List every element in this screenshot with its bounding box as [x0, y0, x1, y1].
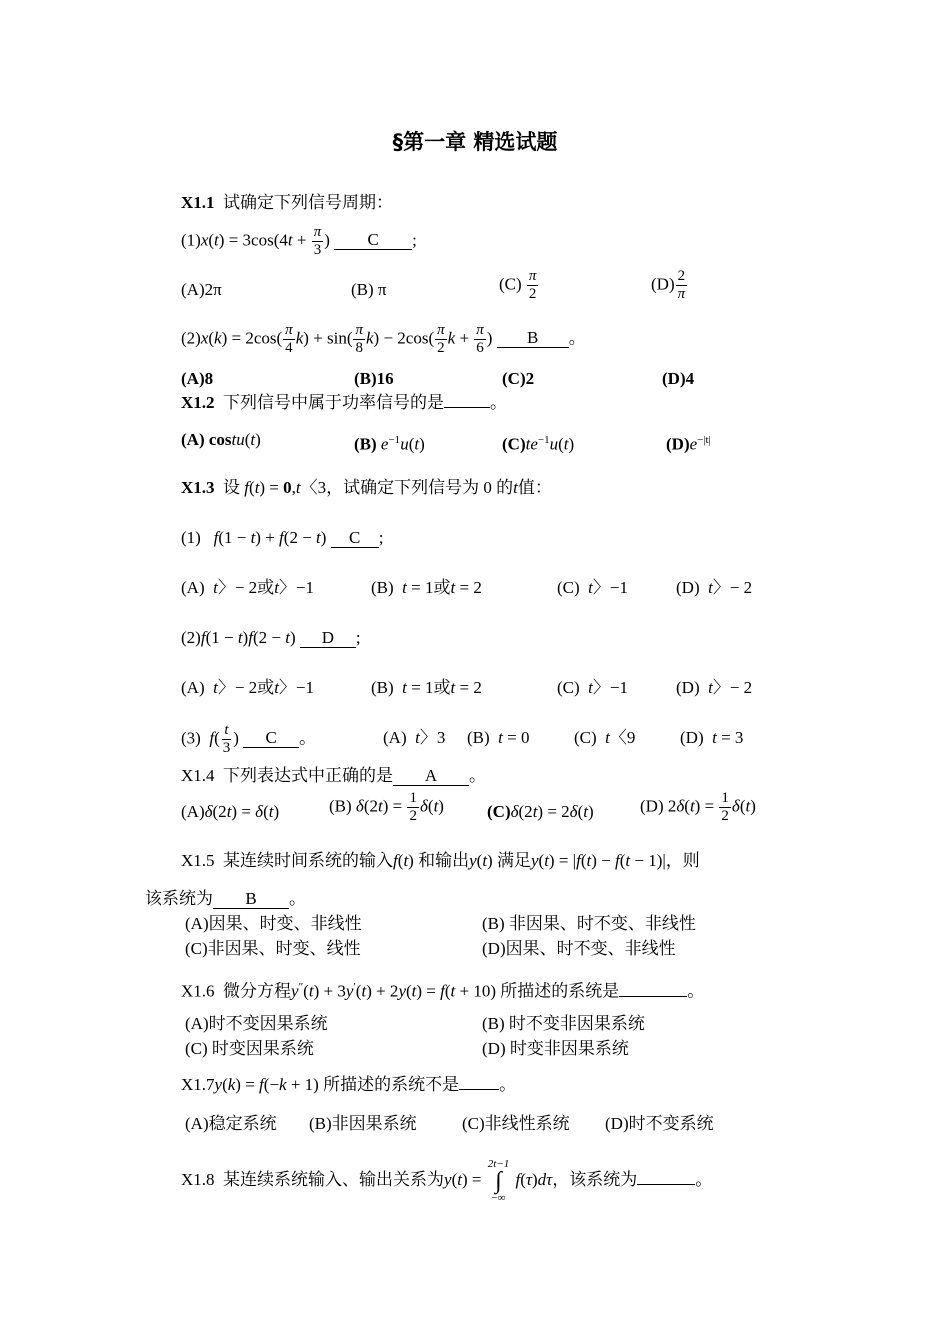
x1-3-2-option-b[interactable]: (B) t = 1或t = 2: [371, 678, 482, 697]
x1-2-option-a[interactable]: (A) costu(t): [181, 430, 261, 449]
integral-sign: 2t−1 ∫ −∞: [487, 1158, 510, 1204]
x1-2-option-c[interactable]: $(C)te^{-1}u(t)$: [502, 434, 575, 454]
x1-1-part-1: (1)x(t) = 3cos(4t + $\frac{\pi}{3}$ ) C ;: [181, 224, 417, 258]
x1-3-3-option-d[interactable]: (D) t = 3: [680, 728, 744, 747]
x1-1-2-option-d[interactable]: (D)4: [662, 369, 695, 388]
answer-blank[interactable]: C: [334, 231, 412, 250]
x1-3-part-1: (1) f(1 − t) + f(2 − t) C ;: [181, 528, 384, 547]
x1-3-1-option-b[interactable]: (B) t = 1或t = 2: [371, 578, 482, 597]
x1-3-1-option-c[interactable]: (C) t〉−1: [557, 578, 628, 597]
x1-6-option-d[interactable]: (D) 时变非因果系统: [482, 1039, 629, 1058]
x1-5-option-c[interactable]: (C)非因果、时变、线性: [185, 939, 361, 958]
x1-6-option-a[interactable]: (A)时不变因果系统: [185, 1014, 328, 1033]
answer-blank[interactable]: [619, 996, 687, 997]
question-x1-6: X1.6 微分方程y″(t) + 3y′(t) + 2y(t) = f(t + 10) 所描述的系统是 。: [181, 981, 705, 1001]
x1-3-3-option-c[interactable]: (C) t〈9: [574, 728, 636, 747]
question-x1-2: X1.2 下列信号中属于功率信号的是 。: [181, 393, 508, 412]
question-x1-1: X1.1 试确定下列信号周期：: [181, 193, 394, 212]
x1-3-2-option-a[interactable]: (A) t〉− 2或t〉−1: [181, 678, 315, 697]
x1-1-1-option-c[interactable]: (C) $\frac{\pi}{2}$: [499, 268, 537, 302]
x1-1-part-2: (2)x(k) = 2cos( $\frac{\pi}{4}$ k) + sin( $\frac{\pi}{8}$ k) − 2cos( $\frac{\pi}{2}$ k + $\frac{\pi}{6}$ ) B 。: [181, 322, 586, 356]
question-x1-5: X1.5 某连续时间系统的输入f(t) 和输出y(t) 满足y(t) = |f(t) − f(t − 1)|，则: [181, 851, 700, 870]
x1-7-option-a[interactable]: (A)稳定系统: [185, 1114, 277, 1133]
answer-blank[interactable]: [637, 1184, 695, 1185]
answer-blank[interactable]: B: [497, 329, 569, 348]
x1-5-option-b[interactable]: (B) 非因果、时不变、非线性: [482, 914, 696, 933]
x1-1-1-option-a[interactable]: (A)2π: [181, 280, 222, 299]
x1-7-option-d[interactable]: (D)时不变系统: [605, 1114, 714, 1133]
x1-5-option-a[interactable]: (A)因果、时变、非线性: [185, 914, 362, 933]
x1-4-option-b[interactable]: (B) δ(2t) = $\frac{1}{2}$ δ(t): [329, 790, 444, 824]
x1-4-option-a[interactable]: (A)δ(2t) = δ(t): [181, 802, 280, 821]
answer-blank[interactable]: [444, 407, 490, 408]
x1-1-2-option-b[interactable]: (B)16: [354, 369, 394, 388]
answer-blank[interactable]: A: [393, 767, 469, 786]
x1-6-option-b[interactable]: (B) 时不变非因果系统: [482, 1014, 645, 1033]
x1-1-2-option-a[interactable]: (A)8: [181, 369, 214, 388]
x1-6-option-c[interactable]: (C) 时变因果系统: [185, 1039, 314, 1058]
x1-3-3-option-a[interactable]: (A) t〉3: [383, 728, 446, 747]
x1-3-3-option-b[interactable]: (B) t = 0: [467, 728, 530, 747]
x1-5-option-d[interactable]: (D)因果、时不变、非线性: [482, 939, 676, 958]
question-x1-4: X1.4 下列表达式中正确的是 A 。: [181, 766, 487, 785]
x1-3-2-option-c[interactable]: (C) t〉−1: [557, 678, 628, 697]
x1-7-option-c[interactable]: (C)非线性系统: [462, 1114, 570, 1133]
x1-1-2-option-c[interactable]: (C)2: [502, 369, 535, 388]
x1-4-option-c[interactable]: (C)δ(2t) = 2δ(t): [487, 802, 594, 821]
x1-3-part-2: (2)f(1 − t)f(2 − t) D ;: [181, 628, 361, 647]
x1-3-part-3: (3) f( $\frac{t}{3}$ ) C 。: [181, 722, 317, 756]
x1-2-option-b[interactable]: (B) $e^{-1}u(t)$: [354, 434, 425, 454]
chapter-title: §第一章 精选试题: [392, 130, 558, 154]
x1-7-option-b[interactable]: (B)非因果系统: [309, 1114, 417, 1133]
answer-blank[interactable]: C: [243, 729, 299, 748]
answer-blank[interactable]: [459, 1089, 499, 1090]
answer-blank[interactable]: C: [331, 529, 379, 548]
x1-3-2-option-d[interactable]: (D) t〉− 2: [676, 678, 753, 697]
question-x1-3: X1.3 设 f(t) = 0,t〈3，试确定下列信号为 0 的t值：: [181, 478, 552, 497]
x1-3-1-option-d[interactable]: (D) t〉− 2: [676, 578, 753, 597]
x1-5-continuation: 该系统为 B 。: [145, 889, 306, 908]
answer-blank[interactable]: B: [213, 890, 289, 909]
question-x1-7: X1.7y(k) = f(−k + 1) 所描述的系统不是 。: [181, 1075, 517, 1094]
x1-2-option-d[interactable]: $(D)e^{-|t|}$: [666, 434, 711, 454]
answer-blank[interactable]: D: [300, 629, 356, 648]
x1-3-1-option-a[interactable]: (A) t〉− 2或t〉−1: [181, 578, 315, 597]
question-x1-8: X1.8 某连续系统输入、输出关系为y(t) = 2t−1 ∫ −∞ f(τ)dτ，该系统为 。: [181, 1158, 713, 1204]
x1-1-1-option-b[interactable]: (B) π: [351, 280, 387, 299]
x1-4-option-d[interactable]: (D) 2δ(t) = $\frac{1}{2}$ δ(t): [640, 790, 756, 824]
x1-1-1-option-d[interactable]: (D) $\frac{2}{\pi}$: [651, 268, 686, 302]
